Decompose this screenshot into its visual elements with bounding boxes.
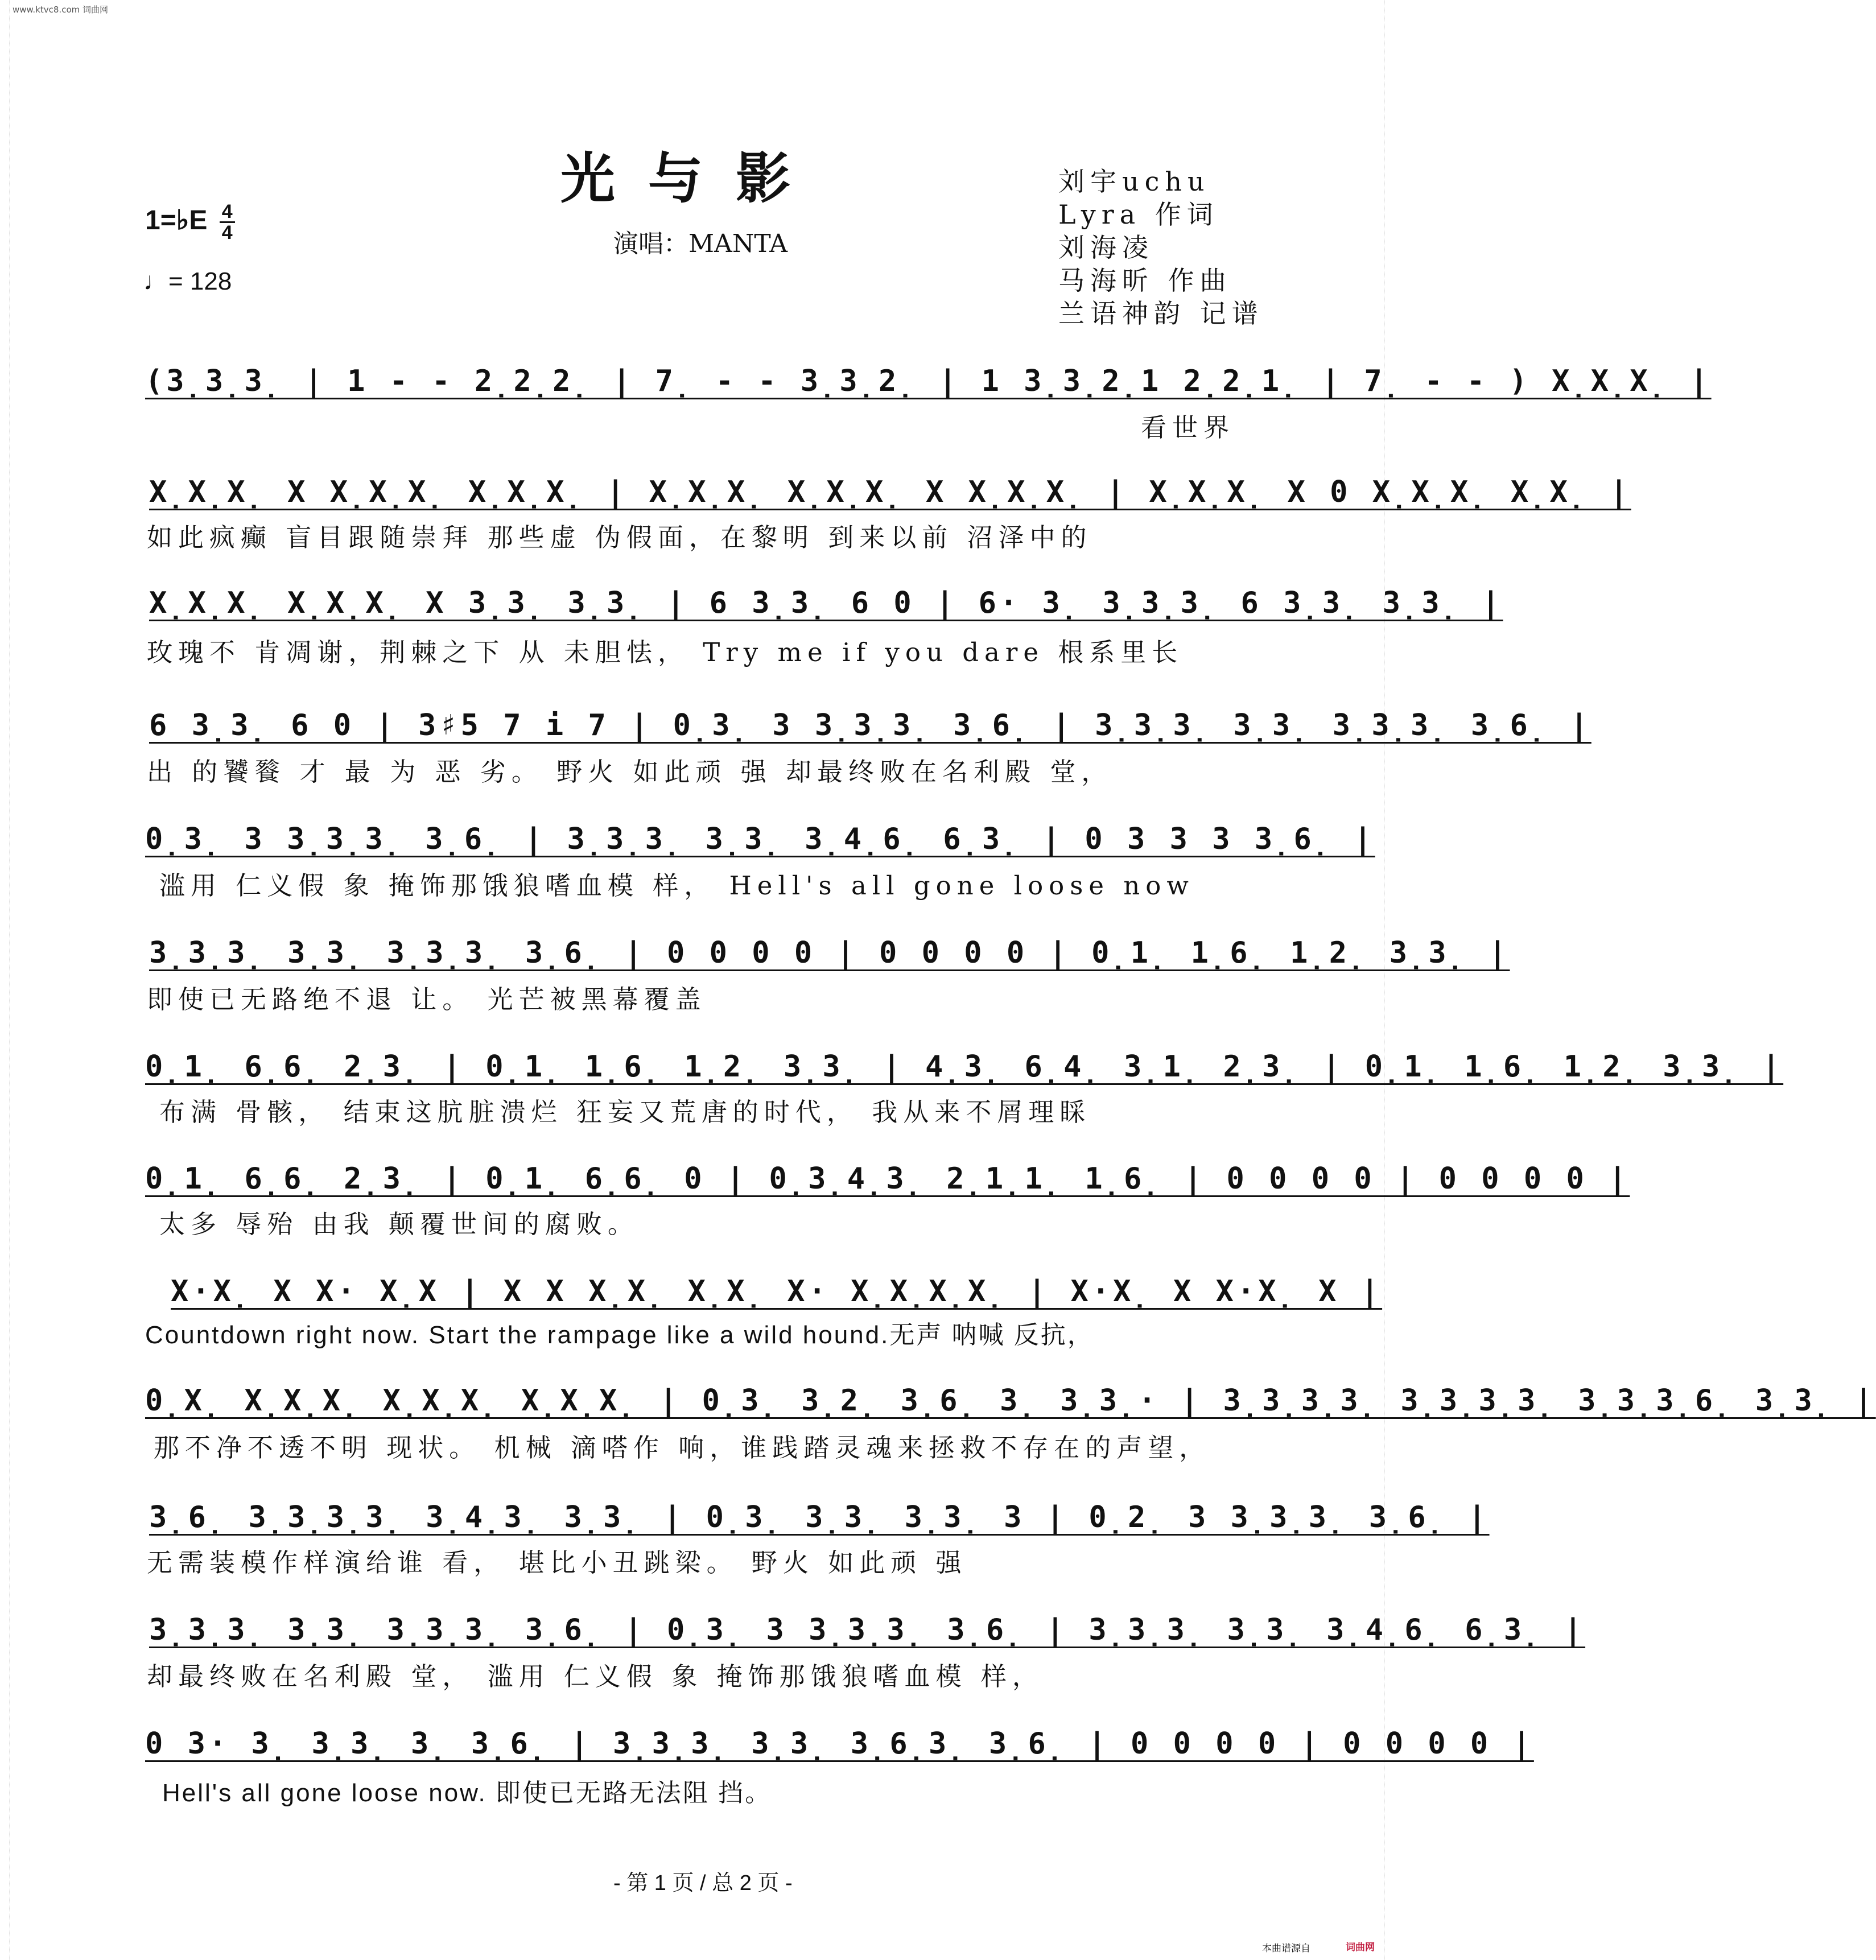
lyric-row: 如此疯癫 盲目跟随崇拜 那些虚 伪假面，在黎明 到来以前 沼泽中的: [147, 522, 1092, 552]
key-label: 1=♭E: [145, 205, 208, 236]
song-title: 光与影: [560, 146, 823, 211]
lyric-row: 出 的饕餮 才 最 为 恶 劣。 野火 如此顽 强 却最终败在名利殿 堂，: [147, 757, 1113, 787]
time-signature: [220, 202, 235, 242]
notation-row: 3̣3̣3̣ 3̣3̣ 3̣3̣3̣ 3̣6̣ | 0 0 0 0 | 0 0 0 0 | 0̣1̣ 1̣6̣ 1̣2̣ 3̣3̣ |: [149, 936, 1510, 970]
right-margin-strip: [1384, 0, 1394, 1960]
credit-line: Lyra 作词: [1058, 199, 1219, 230]
notation-row: 0̣1̣ 6̣6̣ 2̣3̣ | 0̣1̣ 1̣6̣ 1̣2̣ 3̣3̣ | 4̣3̣ 6̣4̣ 3̣1̣ 2̣3̣ | 0̣1̣ 1̣6̣ 1̣2̣ 3̣3̣ |: [145, 1050, 1784, 1084]
site-header: www.ktvc8.com 词曲网: [13, 5, 109, 15]
lyric-row: Hell's all gone loose now. 即使已无路无法阻 挡。: [162, 1779, 772, 1807]
notation-row: 0̣3̣ 3 3̣3̣3̣ 3̣6̣ | 3̣3̣3̣ 3̣3̣ 3̣4̣6̣ 6̣3̣ | 0 3 3 3 3̣6̣ |: [145, 822, 1375, 856]
lyric-row: 无需装模作样演给谁 看， 堪比小丑跳梁。 野火 如此顽 强: [147, 1548, 967, 1578]
credit-line: 刘海凌: [1058, 232, 1154, 263]
notation-row: 3̣6̣ 3̣3̣3̣3̣ 3̣4̣3̣ 3̣3̣ | 0̣3̣ 3̣3̣ 3̣3̣ 3 | 0̣2̣ 3 3̣3̣3̣ 3̣6̣ |: [149, 1500, 1490, 1534]
lyric-row: 滥用 仁义假 象 掩饰那饿狼嗜血模 样， Hell's all gone loose now: [159, 870, 1194, 901]
notation-row: 0̣1̣ 6̣6̣ 2̣3̣ | 0̣1̣ 6̣6̣ 0 | 0̣3̣4̣3̣ 2̣1̣1̣ 1̣6̣ | 0 0 0 0 | 0 0 0 0 |: [145, 1162, 1630, 1196]
notation-row: 3̣3̣3̣ 3̣3̣ 3̣3̣3̣ 3̣6̣ | 0̣3̣ 3 3̣3̣3̣ 3̣6̣ | 3̣3̣3̣ 3̣3̣ 3̣4̣6̣ 6̣3̣ |: [149, 1613, 1586, 1647]
lyric-row: 即使已无路绝不退 让。 光芒被黑幕覆盖: [147, 984, 707, 1014]
credit-line: 刘宇uchu: [1058, 166, 1210, 197]
notation-row: (3̣3̣3̣ | 1 - - 2̣2̣2̣ | 7̣ - - 3̣3̣2̣ | 1 3̣3̣2̣1 2̣2̣1̣ | 7̣ - - ) X̣X̣X̣ |: [145, 364, 1712, 398]
notation-row: X̣X̣X̣ X X̣X̣X̣ X̣X̣X̣ | X̣X̣X̣ X̣X̣X̣ X X̣X̣X̣ | X̣X̣X̣ X 0 X̣X̣X̣ X̣X̣ |: [149, 475, 1631, 509]
lyric-row: 看世界: [1141, 412, 1235, 443]
lyric-row: 却最终败在名利殿 堂， 滥用 仁义假 象 掩饰那饿狼嗜血模 样，: [147, 1661, 1044, 1691]
notation-row: 6 3̣3̣ 6 0 | 3♯5 7 i 7 | 0̣3̣ 3 3̣3̣3̣ 3̣6̣ | 3̣3̣3̣ 3̣3̣ 3̣3̣3̣ 3̣6̣ |: [149, 708, 1591, 742]
credit-line: 马海昕 作曲: [1058, 265, 1232, 296]
tempo-marking: ♩= 128: [143, 267, 232, 295]
site-logo[interactable]: 词曲网: [1346, 1942, 1375, 1953]
key-signature: [145, 202, 235, 242]
time-denominator: 4: [221, 222, 233, 244]
left-margin-strip: [0, 0, 10, 1960]
lyric-row: Countdown right now. Start the rampage like a wild hound.无声 呐喊 反抗，: [145, 1321, 1094, 1349]
page-footer: - 第 1 页 / 总 2 页 -: [613, 1871, 793, 1895]
notation-row: 0 3· 3̣ 3̣3̣ 3̣ 3̣6̣ | 3̣3̣3̣ 3̣3̣ 3̣6̣3̣ 3̣6̣ | 0 0 0 0 | 0 0 0 0 |: [145, 1727, 1534, 1761]
time-numerator: 4: [220, 202, 235, 223]
lyric-row: 玫瑰不 肯凋谢，荆棘之下 从 未胆怯， Try me if you dare 根系里长: [147, 637, 1184, 667]
credit-line: 兰语神韵 记谱: [1058, 298, 1264, 329]
notation-row: 0̣X̣ X̣X̣X̣ X̣X̣X̣ X̣X̣X̣ | 0̣3̣ 3̣2̣ 3̣6̣ 3̣ 3̣3̣· | 3̣3̣3̣3̣ 3̣3̣3̣3̣ 3̣3̣3̣6̣ 3̣3̣ |: [145, 1384, 1876, 1418]
credits-block: [1058, 165, 1264, 330]
source-label: 本曲谱源自: [1262, 1943, 1310, 1954]
lyric-row: 那不净不透不明 现状。 机械 滴嗒作 响，谁践踏灵魂来拯救不存在的声望，: [154, 1433, 1211, 1463]
lyric-row: 布满 骨骸， 结束这肮脏溃烂 狂妄又荒唐的时代， 我从来不屑理睬: [159, 1097, 1091, 1127]
notation-row: X̣X̣X̣ X̣X̣X̣ X 3̣3̣ 3̣3̣ | 6 3̣3̣ 6 0 | 6· 3̣ 3̣3̣3̣ 6 3̣3̣ 3̣3̣ |: [149, 586, 1503, 620]
lyric-row: 太多 辱殆 由我 颠覆世间的腐败。: [159, 1209, 639, 1239]
notation-row: X·X̣ X X· X̣X | X X X̣X̣ X̣X̣ X· X̣X̣X̣X̣ | X·X̣ X X·X̣ X |: [171, 1274, 1383, 1309]
singer-line: 演唱：MANTA: [613, 229, 788, 258]
